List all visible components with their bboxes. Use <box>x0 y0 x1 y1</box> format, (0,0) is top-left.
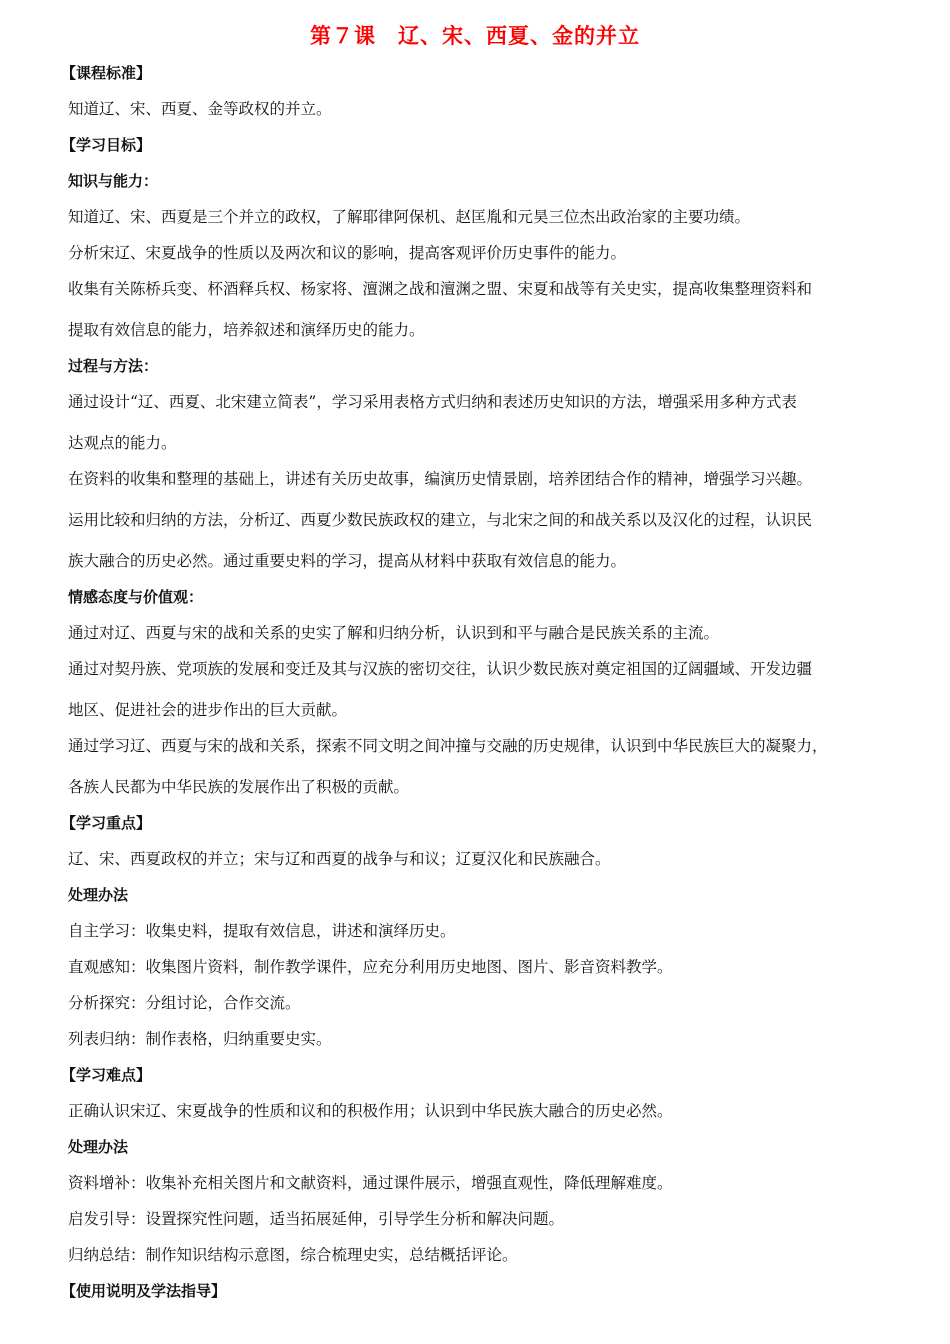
paragraph-line: 通过对辽、西夏与宋的战和关系的史实了解和归纳分析，认识到和平与融合是民族关系的主流。 <box>68 624 720 642</box>
list-item: 自主学习：收集史料，提取有效信息，讲述和演绎历史。 <box>68 922 456 940</box>
course-standard-text: 知道辽、宋、西夏、金等政权的并立。 <box>68 100 332 118</box>
lesson-title: 第７课 辽、宋、西夏、金的并立 <box>310 24 640 48</box>
paragraph-line: 收集有关陈桥兵变、杯酒释兵权、杨家将、澶渊之战和澶渊之盟、宋夏和战等有关史实，提高收集整理资料和 <box>68 280 813 298</box>
list-item: 列表归纳：制作表格，归纳重要史实。 <box>68 1030 332 1048</box>
paragraph-line: 地区、促进社会的进步作出的巨大贡献。 <box>68 701 348 719</box>
heading-process-method: 过程与方法： <box>68 357 159 375</box>
heading-key-points: 【学习重点】 <box>61 814 152 832</box>
heading-emotion-values: 情感态度与价值观： <box>68 588 204 606</box>
key-points-text: 辽、宋、西夏政权的并立；宋与辽和西夏的战争与和议；辽夏汉化和民族融合。 <box>68 850 611 868</box>
heading-learning-goals: 【学习目标】 <box>61 136 152 154</box>
paragraph-line: 达观点的能力。 <box>68 434 177 452</box>
heading-method-2: 处理办法 <box>68 1138 129 1156</box>
paragraph-line: 知道辽、宋、西夏是三个并立的政权，了解耶律阿保机、赵匡胤和元昊三位杰出政治家的主要功绩。 <box>68 208 751 226</box>
list-item: 直观感知：收集图片资料，制作教学课件，应充分利用历史地图、图片、影音资料教学。 <box>68 958 673 976</box>
heading-method-1: 处理办法 <box>68 886 129 904</box>
list-item: 启发引导：设置探究性问题，适当拓展延伸，引导学生分析和解决问题。 <box>68 1210 565 1228</box>
paragraph-line: 提取有效信息的能力，培养叙述和演绎历史的能力。 <box>68 321 425 339</box>
paragraph-line: 通过设计“辽、西夏、北宋建立简表”，学习采用表格方式归纳和表述历史知识的方法，增强采用多种方式表 <box>68 393 797 411</box>
paragraph-line: 各族人民都为中华民族的发展作出了积极的贡献。 <box>68 778 410 796</box>
list-item: 分析探究：分组讨论，合作交流。 <box>68 994 301 1012</box>
heading-course-standard: 【课程标准】 <box>61 64 152 82</box>
paragraph-line: 通过对契丹族、党项族的发展和变迁及其与汉族的密切交往，认识少数民族对奠定祖国的辽阔疆域、开发边疆 <box>68 660 813 678</box>
paragraph-line: 通过学习辽、西夏与宋的战和关系，探索不同文明之间冲撞与交融的历史规律，认识到中华民族巨大的凝聚力， <box>68 737 828 755</box>
paragraph-line: 族大融合的历史必然。通过重要史料的学习，提高从材料中获取有效信息的能力。 <box>68 552 627 570</box>
list-item: 资料增补：收集补充相关图片和文献资料，通过课件展示，增强直观性，降低理解难度。 <box>68 1174 673 1192</box>
heading-difficulties: 【学习难点】 <box>61 1066 152 1084</box>
paragraph-line: 在资料的收集和整理的基础上，讲述有关历史故事，编演历史情景剧，培养团结合作的精神，增强学习兴趣。 <box>68 470 813 488</box>
heading-usage-guide: 【使用说明及学法指导】 <box>61 1282 227 1300</box>
paragraph-line: 运用比较和归纳的方法，分析辽、西夏少数民族政权的建立，与北宋之间的和战关系以及汉化的过程，认识民 <box>68 511 813 529</box>
difficulties-text: 正确认识宋辽、宋夏战争的性质和议和的积极作用；认识到中华民族大融合的历史必然。 <box>68 1102 673 1120</box>
paragraph-line: 分析宋辽、宋夏战争的性质以及两次和议的影响，提高客观评价历史事件的能力。 <box>68 244 627 262</box>
heading-knowledge-ability: 知识与能力： <box>68 172 159 190</box>
list-item: 归纳总结：制作知识结构示意图，综合梳理史实，总结概括评论。 <box>68 1246 518 1264</box>
